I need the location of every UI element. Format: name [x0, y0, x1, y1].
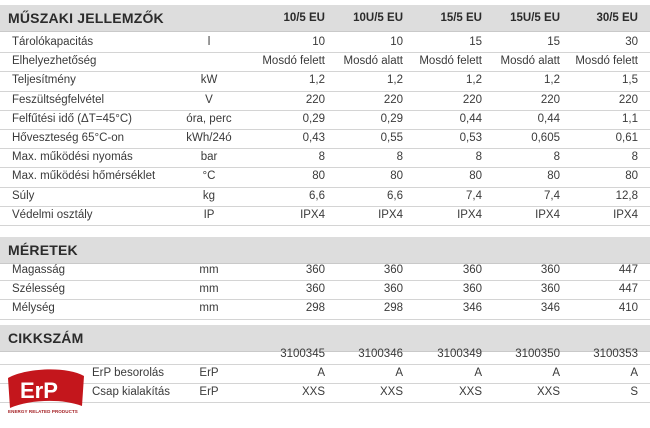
row-unit: V [205, 93, 213, 106]
row-label: Elhelyezhetőség [12, 55, 97, 68]
row-unit: ErP [199, 367, 219, 379]
cell-value: 8 [318, 151, 325, 164]
cell-value: XXS [536, 386, 560, 399]
cell-value: A [474, 367, 482, 379]
cell-value: 0,44 [459, 112, 482, 125]
table-row [0, 365, 650, 384]
cell-value: 80 [390, 170, 403, 183]
table-row [0, 207, 650, 226]
row-label: Max. működési hőmérséklet [12, 170, 156, 183]
row-label: Feszültségfelvétel [12, 93, 105, 106]
row-unit: kWh/24ó [186, 132, 232, 144]
model-header: 15U/5 EU [510, 12, 560, 24]
cell-value: 0,53 [459, 132, 482, 144]
cell-value: 0,605 [531, 132, 560, 144]
section-title-specs: MŰSZAKI JELLEMZŐK [8, 10, 164, 26]
model-header: 10U/5 EU [353, 12, 403, 24]
cell-value: 410 [618, 302, 638, 315]
cell-value: 1,1 [622, 112, 638, 125]
cell-value: Mosdó felett [262, 55, 325, 68]
table-row [0, 34, 650, 53]
erp-logo-text: ErP [20, 378, 58, 403]
cell-value: IPX4 [613, 208, 638, 221]
cell-value: 8 [553, 151, 560, 164]
row-unit: ErP [199, 386, 219, 399]
cell-value: 220 [540, 93, 560, 106]
model-header: 15/5 EU [440, 12, 482, 24]
row-unit: IP [203, 208, 215, 221]
article-number: 3100349 [437, 348, 482, 360]
cell-value: 0,29 [380, 112, 403, 125]
table-row [0, 92, 650, 111]
table-row [0, 281, 650, 300]
cell-value: 447 [618, 283, 638, 296]
cell-value: IPX4 [300, 208, 325, 221]
cell-value: 10 [312, 36, 325, 48]
row-label: Magasság [12, 264, 66, 276]
cell-value: IPX4 [535, 208, 560, 221]
cell-value: 7,4 [466, 189, 482, 202]
cell-value: A [395, 367, 403, 379]
row-label: Súly [12, 189, 35, 202]
cell-value: IPX4 [378, 208, 403, 221]
cell-value: 80 [469, 170, 482, 183]
row-unit: mm [199, 302, 219, 315]
cell-value: 1,2 [466, 74, 482, 87]
cell-value: 346 [540, 302, 560, 315]
row-label: Felfűtési idő (ΔT=45°C) [12, 112, 132, 125]
cell-value: 220 [618, 93, 638, 106]
cell-value: 360 [540, 264, 560, 276]
row-label: Max. működési nyomás [12, 151, 133, 164]
model-header: 30/5 EU [596, 12, 638, 24]
erp-logo-caption: ENERGY RELATED PRODUCTS [8, 409, 78, 414]
cell-value: 8 [396, 151, 403, 164]
cell-value: 360 [462, 283, 482, 296]
cell-value: 220 [383, 93, 403, 106]
cell-value: 15 [469, 36, 482, 48]
table-row [0, 149, 650, 168]
row-unit: °C [202, 170, 216, 183]
cell-value: 80 [625, 170, 638, 183]
cell-value: 447 [618, 264, 638, 276]
dimensions-header-band [0, 237, 650, 264]
model-header: 10/5 EU [283, 12, 325, 24]
table-row [0, 53, 650, 72]
cell-value: A [317, 367, 325, 379]
cell-value: 7,4 [544, 189, 560, 202]
row-label: Tárolókapacitás [12, 36, 94, 48]
cell-value: 1,5 [622, 74, 638, 87]
cell-value: A [630, 367, 638, 379]
row-unit: óra, perc [186, 112, 232, 125]
cell-value: 360 [305, 264, 325, 276]
cell-value: S [630, 386, 638, 399]
cell-value: 360 [540, 283, 560, 296]
cell-value: 360 [462, 264, 482, 276]
cell-value: XXS [301, 386, 325, 399]
row-divider [0, 402, 650, 403]
row-label: ErP besorolás [92, 367, 165, 379]
section-title-article: CIKKSZÁM [8, 330, 84, 346]
cell-value: 8 [631, 151, 638, 164]
table-row [0, 130, 650, 149]
table-row [0, 168, 650, 187]
cell-value: XXS [458, 386, 482, 399]
table-row [0, 300, 650, 319]
erp-logo [6, 366, 86, 412]
table-row [0, 346, 650, 365]
table-row [0, 262, 650, 281]
cell-value: Mosdó felett [419, 55, 482, 68]
cell-value: 360 [383, 264, 403, 276]
cell-value: 10 [390, 36, 403, 48]
cell-value: 8 [475, 151, 482, 164]
cell-value: A [552, 367, 560, 379]
row-label: Szélesség [12, 283, 66, 296]
table-row [0, 188, 650, 207]
cell-value: 6,6 [309, 189, 325, 202]
table-row [0, 72, 650, 91]
cell-value: 0,43 [302, 132, 325, 144]
cell-value: 1,2 [309, 74, 325, 87]
section-title-dimensions: MÉRETEK [8, 242, 78, 258]
article-number: 3100350 [515, 348, 560, 360]
row-label: Védelmi osztály [12, 208, 93, 221]
row-unit: kg [202, 189, 216, 202]
cell-value: 298 [305, 302, 325, 315]
specs-header-band [0, 5, 650, 32]
article-number: 3100346 [358, 348, 403, 360]
row-label: Mélység [12, 302, 55, 315]
table-row [0, 384, 650, 403]
cell-value: 220 [462, 93, 482, 106]
cell-value: 30 [625, 36, 638, 48]
cell-value: IPX4 [457, 208, 482, 221]
row-divider [0, 319, 650, 320]
cell-value: 360 [383, 283, 403, 296]
cell-value: 15 [547, 36, 560, 48]
cell-value: 298 [383, 302, 403, 315]
cell-value: Mosdó alatt [343, 55, 403, 68]
cell-value: 12,8 [615, 189, 638, 202]
row-label: Hőveszteség 65°C-on [12, 132, 124, 144]
cell-value: 360 [305, 283, 325, 296]
row-divider [0, 225, 650, 226]
cell-value: Mosdó alatt [500, 55, 560, 68]
row-unit: kW [200, 74, 218, 87]
cell-value: XXS [379, 386, 403, 399]
row-unit: bar [200, 151, 218, 164]
row-unit: mm [199, 264, 219, 276]
cell-value: 0,55 [380, 132, 403, 144]
row-label: Teljesítmény [12, 74, 76, 87]
table-row [0, 111, 650, 130]
cell-value: 1,2 [544, 74, 560, 87]
cell-value: 0,44 [537, 112, 560, 125]
row-unit: l [207, 36, 211, 48]
cell-value: 220 [305, 93, 325, 106]
article-number: 3100345 [280, 348, 325, 360]
row-unit: mm [199, 283, 219, 296]
cell-value: 1,2 [387, 74, 403, 87]
cell-value: 6,6 [387, 189, 403, 202]
cell-value: 80 [312, 170, 325, 183]
cell-value: 80 [547, 170, 560, 183]
cell-value: 0,29 [302, 112, 325, 125]
article-number: 3100353 [593, 348, 638, 360]
cell-value: 0,61 [615, 132, 638, 144]
cell-value: 346 [462, 302, 482, 315]
cell-value: Mosdó felett [575, 55, 638, 68]
row-label: Csap kialakítás [92, 386, 170, 399]
